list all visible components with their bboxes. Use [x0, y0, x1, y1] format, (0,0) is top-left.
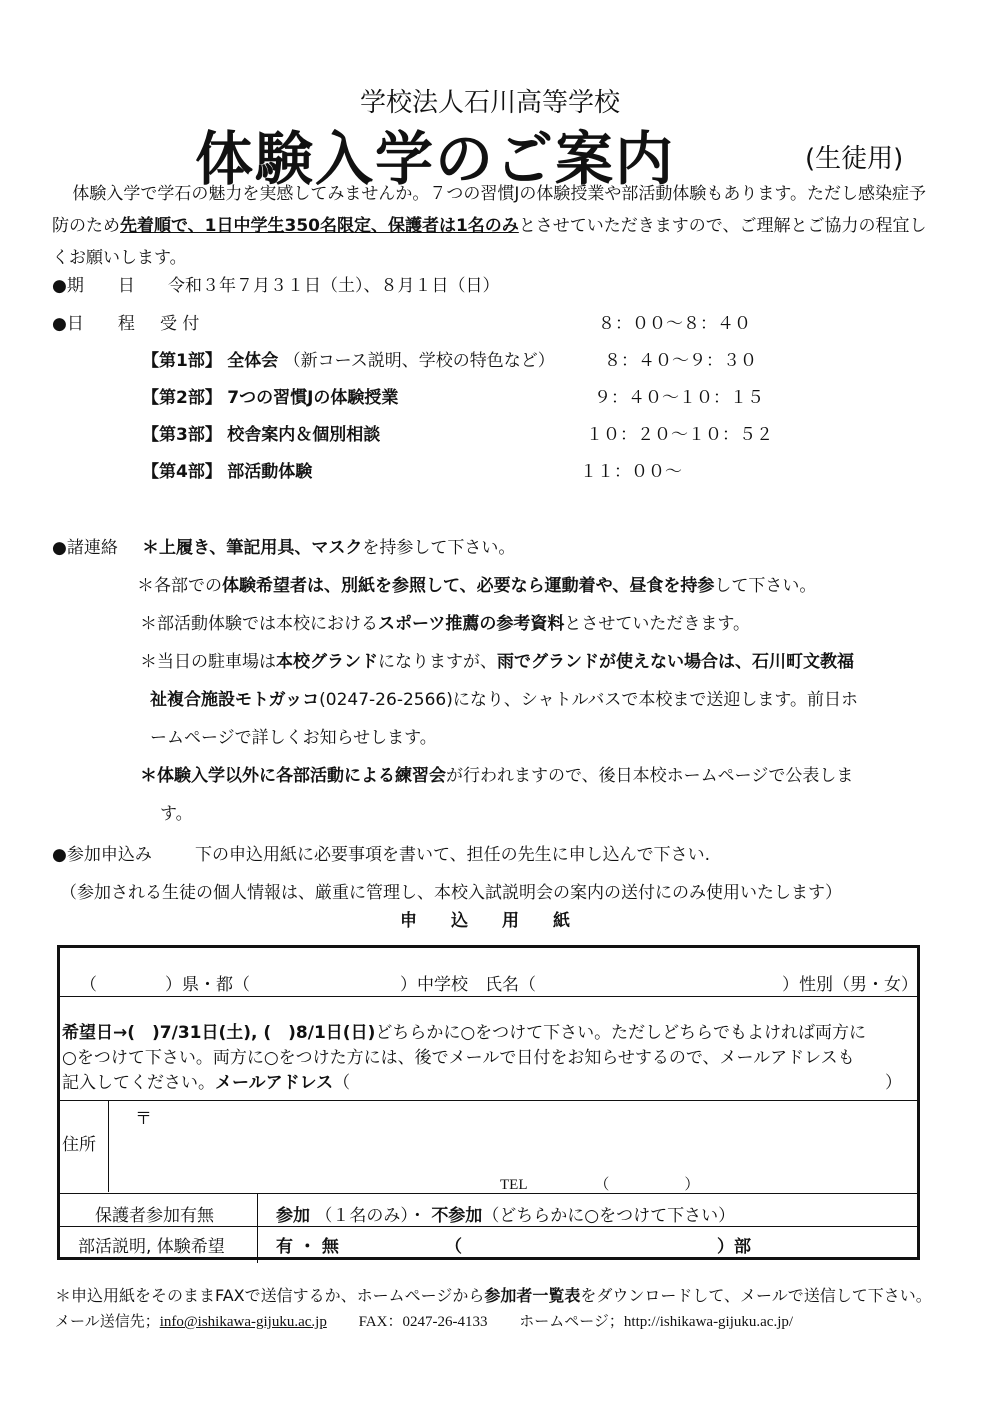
form-divider: [60, 1193, 917, 1194]
privacy-note: （参加される生徒の個人情報は、厳重に管理し、本校入試説明会の案内の送付にのみ使用いたします）: [60, 883, 842, 903]
note-4-emphasis-e: 祉複合施設モトガッコ: [150, 690, 320, 710]
part-name: 校舎案内＆個別相談: [227, 425, 381, 445]
guardian-divider: [257, 1193, 258, 1263]
part-label: 【第4部】: [142, 462, 222, 482]
postal-mark[interactable]: 〒: [135, 1109, 152, 1129]
gender-field[interactable]: ）性別（男・女）: [782, 975, 918, 995]
note-3-emphasis: スポーツ推薦の参考資料: [378, 614, 565, 634]
apply-label: ●参加申込み: [52, 845, 152, 865]
schedule-label: ●日 程: [52, 314, 135, 334]
reception-label: 受 付: [160, 314, 200, 334]
tel-field[interactable]: TEL （ ）: [500, 1177, 700, 1193]
schedule-part-3: [142, 424, 380, 446]
note-5-emphasis: ＊体験入学以外に各部活動による練習会: [140, 766, 446, 786]
part-name: 部活動体験: [227, 462, 313, 482]
guardian-yes-note: （１名のみ）・: [315, 1206, 426, 1226]
prefecture-field[interactable]: （ ）県・都（: [80, 975, 250, 995]
note-2-text-a: ＊各部での: [137, 576, 222, 596]
intro-text-1: 体験入学で学石の魅力を実感してみませんか。７つの習慣Jの体験授業や部活動体験もあります。ただし感染症予防のため: [52, 184, 927, 236]
note-5-line-2: す。: [160, 804, 193, 824]
part-note: （新コース説明、学校の特色など）: [283, 351, 555, 371]
notes-label: ●諸連絡: [52, 538, 118, 558]
email-field-close[interactable]: ）: [885, 1073, 902, 1093]
address-divider: [108, 1100, 109, 1192]
note-4-text-c: になりますが、: [378, 652, 497, 672]
form-divider: [60, 1100, 917, 1101]
mail-link[interactable]: info@ishikawa-gijuku.ac.jp: [159, 1314, 327, 1330]
note-3-text-c: とさせていただきます。: [564, 614, 750, 634]
homepage-link[interactable]: http://ishikawa-gijuku.ac.jp/: [623, 1314, 794, 1330]
note-4-text-f: (0247-26-2566)になり、シャトルバスで本校まで送迎します。前日ホ: [319, 690, 858, 710]
part-label: 【第1部】: [142, 351, 222, 371]
schedule-part-1: [142, 350, 555, 372]
email-label: メールアドレス: [215, 1073, 334, 1093]
intro-paragraph: [52, 178, 937, 274]
part-name: 7つの習慣Jの体験授業: [227, 388, 399, 408]
guardian-label: 保護者参加有無: [95, 1206, 214, 1226]
mail-label: メール送信先；: [55, 1314, 160, 1330]
note-4-line-2: [150, 689, 858, 711]
homepage-label: ホームページ；: [519, 1314, 624, 1330]
note-2-text-c: して下さい。: [714, 576, 817, 596]
part-2-time: ９：４０〜１０：１５: [594, 388, 764, 408]
preferred-date-line-3: [62, 1068, 350, 1093]
footer-line-2: [55, 1310, 793, 1331]
note-5-text: が行われますので、後日本校ホームページで公表しま: [446, 766, 854, 786]
guardian-yes[interactable]: 参加: [276, 1206, 310, 1226]
note-4-line-3: ームページで詳しくお知らせします。: [150, 728, 437, 748]
note-2: [137, 575, 816, 597]
club-label: 部活説明, 体験希望: [78, 1237, 225, 1257]
club-name-field[interactable]: （ ）部: [445, 1237, 751, 1257]
footer-text-a: ＊申込用紙をそのままFAXで送信するか、ホームページから: [55, 1286, 485, 1305]
part-3-time: １０：２０〜１０：５２: [586, 425, 773, 445]
page-title: 体験入学のご案内: [195, 125, 676, 193]
note-4-text-a: ＊当日の駐車場は: [140, 652, 276, 672]
school-name-field[interactable]: ）中学校 氏名（: [400, 975, 536, 995]
preferred-date-choice[interactable]: 希望日→( )7/31日(土), ( )8/1日(日): [62, 1023, 376, 1043]
schedule-part-4: [142, 461, 312, 483]
application-form: [57, 945, 920, 1260]
intro-text-2: とさせていただきますので、ご理解とご協力の程宜しくお願いします。: [52, 216, 927, 268]
footer-line-1: [55, 1283, 932, 1306]
date-value: 令和３年７月３１日（土）、８月１日（日）: [168, 276, 500, 296]
preferred-date-line-1: [62, 1018, 866, 1043]
note-4-emphasis-b: 本校グランド: [276, 652, 378, 672]
fax-number: FAX：0247-26-4133: [358, 1314, 488, 1330]
part-label: 【第3部】: [142, 425, 222, 445]
footer-text-c: をダウンロードして、メールで送信して下さい。: [580, 1286, 932, 1305]
preferred-date-text-3: 記入してください。: [62, 1073, 215, 1093]
apply-text: 下の申込用紙に必要事項を書いて、担任の先生に申し込んで下さい.: [195, 845, 711, 865]
guardian-no[interactable]: 不参加: [431, 1206, 483, 1226]
participant-list-link[interactable]: 参加者一覧表: [484, 1286, 581, 1305]
form-divider: [60, 996, 917, 997]
note-3-text-a: ＊部活動体験では本校における: [140, 614, 378, 634]
audience-label: (生徒用): [805, 144, 904, 174]
guardian-choice[interactable]: [276, 1201, 735, 1226]
address-label: 住所: [62, 1135, 96, 1155]
note-4-line-1: [140, 651, 854, 673]
note-4-emphasis-d: 雨でグランドが使えない場合は、石川町文教福: [497, 652, 854, 672]
form-title: 申 込 用 紙: [400, 911, 570, 931]
club-choice[interactable]: 有 ・ 無: [276, 1237, 339, 1257]
reception-time: ８：００〜８：４０: [598, 314, 751, 334]
school-name: 学校法人石川高等学校: [360, 88, 621, 118]
note-1-text: を持参して下さい。: [362, 538, 516, 558]
note-1: [142, 537, 515, 559]
form-divider: [60, 1226, 917, 1227]
preferred-date-text-1: どちらかに○をつけて下さい。ただしどちらでもよければ両方に: [375, 1023, 867, 1043]
note-2-emphasis: 体験希望者は、別紙を参照して、必要なら運動着や、昼食を持参: [222, 576, 715, 596]
part-1-time: ８：４０〜９：３０: [604, 351, 757, 371]
schedule-part-2: [142, 387, 398, 409]
note-1-emphasis: ＊上履き、筆記用具、マスク: [142, 538, 363, 558]
note-3: [140, 613, 750, 635]
guardian-note: （どちらかに○をつけて下さい）: [482, 1206, 736, 1226]
date-label: ●期 日: [52, 276, 135, 296]
preferred-date-line-2: ○をつけて下さい。両方に○をつけた方には、後でメールで日付をお知らせするので、メールアドレスも: [62, 1048, 855, 1068]
part-4-time: １１：００〜: [580, 462, 682, 482]
intro-emphasis: 先着順で、1日中学生350名限定、保護者は1名のみ: [120, 216, 519, 236]
part-name: 全体会: [227, 351, 279, 371]
note-5-line-1: [140, 765, 853, 787]
part-label: 【第2部】: [142, 388, 222, 408]
email-open: （: [333, 1073, 351, 1093]
